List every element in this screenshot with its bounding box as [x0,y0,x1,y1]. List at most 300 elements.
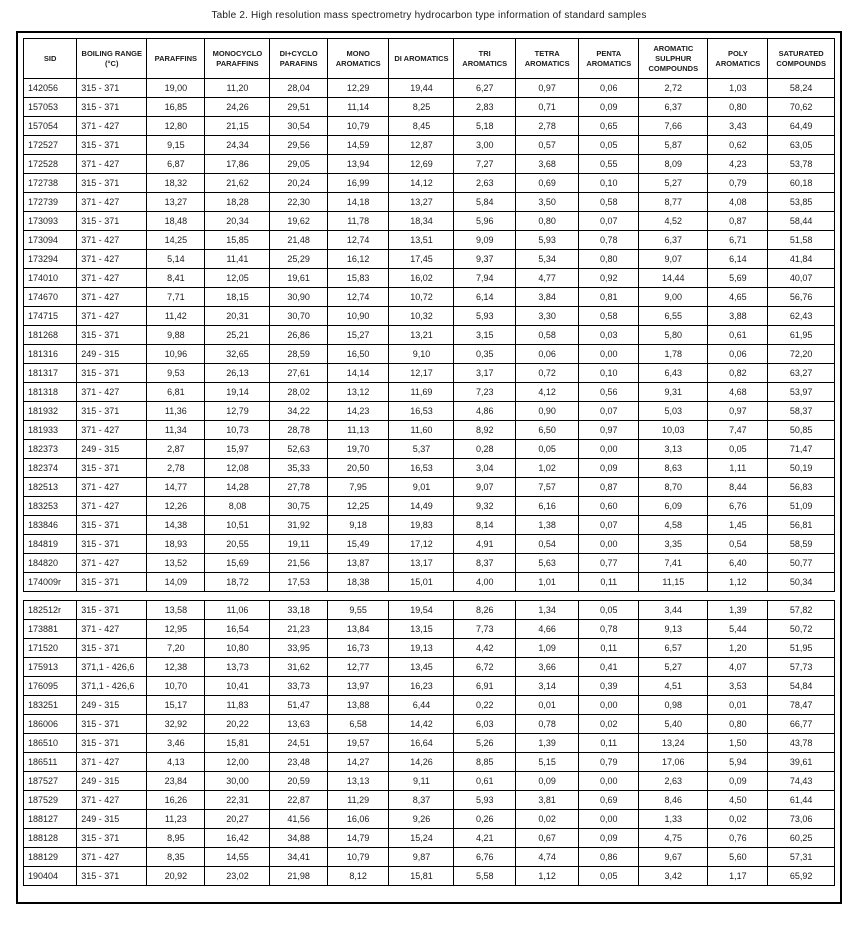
value-cell: 3,46 [147,734,205,753]
sid-cell: 182513 [24,478,77,497]
value-cell: 20,55 [205,535,270,554]
value-cell: 52,63 [270,440,327,459]
value-cell: 13,27 [147,193,205,212]
value-cell: 65,92 [768,867,835,886]
value-cell: 14,44 [639,269,708,288]
value-cell: 21,98 [270,867,327,886]
value-cell: 14,09 [147,573,205,592]
value-cell: 23,02 [205,867,270,886]
value-cell: 16,85 [147,98,205,117]
value-cell: 20,22 [205,715,270,734]
value-cell: 0,06 [579,79,639,98]
value-cell: 5,44 [708,620,768,639]
value-cell: 12,00 [205,753,270,772]
boiling-range-cell: 371 - 427 [77,848,147,867]
value-cell: 0,80 [516,212,579,231]
value-cell: 0,41 [579,658,639,677]
value-cell: 20,31 [205,307,270,326]
value-cell: 15,97 [205,440,270,459]
boiling-range-cell: 371,1 - 426,6 [77,677,147,696]
table-row [24,79,835,98]
value-cell: 63,05 [768,136,835,155]
table-row [24,715,835,734]
boiling-range-cell: 249 - 315 [77,696,147,715]
value-cell: 26,86 [270,326,327,345]
value-cell: 7,41 [639,554,708,573]
value-cell: 4,91 [454,535,516,554]
value-cell: 4,21 [454,829,516,848]
value-cell: 0,07 [579,402,639,421]
value-cell: 17,06 [639,753,708,772]
value-cell: 0,61 [708,326,768,345]
table-row [24,696,835,715]
value-cell: 15,49 [327,535,389,554]
value-cell: 6,37 [639,98,708,117]
sid-cell: 173294 [24,250,77,269]
value-cell: 40,07 [768,269,835,288]
boiling-range-cell: 315 - 371 [77,459,147,478]
value-cell: 7,73 [454,620,516,639]
value-cell: 13,13 [327,772,389,791]
value-cell: 19,54 [389,601,454,620]
value-cell: 33,95 [270,639,327,658]
boiling-range-cell: 371 - 427 [77,554,147,573]
boiling-range-cell: 315 - 371 [77,573,147,592]
value-cell: 50,77 [768,554,835,573]
sid-cell: 181317 [24,364,77,383]
value-cell: 13,58 [147,601,205,620]
value-cell: 0,97 [516,79,579,98]
boiling-range-cell: 315 - 371 [77,402,147,421]
sid-cell: 184820 [24,554,77,573]
column-header: SATURATED COMPOUNDS [768,39,835,79]
value-cell: 30,75 [270,497,327,516]
value-cell: 0,39 [579,677,639,696]
value-cell: 22,87 [270,791,327,810]
boiling-range-cell: 249 - 315 [77,345,147,364]
column-header: POLY AROMATICS [708,39,768,79]
value-cell: 4,66 [516,620,579,639]
value-cell: 0,06 [516,345,579,364]
value-cell: 10,72 [389,288,454,307]
value-cell: 1,34 [516,601,579,620]
sid-cell: 157053 [24,98,77,117]
value-cell: 8,45 [389,117,454,136]
value-cell: 7,71 [147,288,205,307]
value-cell: 7,47 [708,421,768,440]
value-cell: 0,97 [579,421,639,440]
value-cell: 5,63 [516,554,579,573]
sid-cell: 171520 [24,639,77,658]
value-cell: 2,78 [147,459,205,478]
value-cell: 3,81 [516,791,579,810]
value-cell: 25,29 [270,250,327,269]
value-cell: 0,57 [516,136,579,155]
value-cell: 43,78 [768,734,835,753]
value-cell: 13,12 [327,383,389,402]
value-cell: 0,76 [708,829,768,848]
sid-cell: 186006 [24,715,77,734]
value-cell: 7,94 [454,269,516,288]
value-cell: 5,93 [454,307,516,326]
value-cell: 11,69 [389,383,454,402]
value-cell: 2,63 [454,174,516,193]
value-cell: 0,07 [579,212,639,231]
value-cell: 51,95 [768,639,835,658]
value-cell: 0,11 [579,573,639,592]
value-cell: 1,01 [516,573,579,592]
value-cell: 0,97 [708,402,768,421]
value-cell: 0,00 [579,440,639,459]
value-cell: 34,88 [270,829,327,848]
value-cell: 6,57 [639,639,708,658]
value-cell: 0,22 [454,696,516,715]
value-cell: 12,08 [205,459,270,478]
value-cell: 11,42 [147,307,205,326]
value-cell: 6,43 [639,364,708,383]
value-cell: 16,23 [389,677,454,696]
value-cell: 19,62 [270,212,327,231]
value-cell: 11,78 [327,212,389,231]
value-cell: 13,73 [205,658,270,677]
column-header: BOILING RANGE (°C) [77,39,147,79]
value-cell: 34,22 [270,402,327,421]
value-cell: 3,88 [708,307,768,326]
value-cell: 4,13 [147,753,205,772]
value-cell: 12,29 [327,79,389,98]
value-cell: 0,58 [579,307,639,326]
value-cell: 13,24 [639,734,708,753]
boiling-range-cell: 371 - 427 [77,288,147,307]
value-cell: 5,27 [639,174,708,193]
value-cell: 14,59 [327,136,389,155]
value-cell: 15,81 [389,867,454,886]
value-cell: 14,23 [327,402,389,421]
value-cell: 3,00 [454,136,516,155]
boiling-range-cell: 315 - 371 [77,734,147,753]
value-cell: 57,31 [768,848,835,867]
boiling-range-cell: 315 - 371 [77,535,147,554]
boiling-range-cell: 315 - 371 [77,212,147,231]
value-cell: 41,84 [768,250,835,269]
value-cell: 6,03 [454,715,516,734]
value-cell: 56,76 [768,288,835,307]
value-cell: 58,59 [768,535,835,554]
value-cell: 4,68 [708,383,768,402]
value-cell: 9,53 [147,364,205,383]
value-cell: 56,81 [768,516,835,535]
value-cell: 8,77 [639,193,708,212]
value-cell: 10,79 [327,117,389,136]
value-cell: 27,61 [270,364,327,383]
table-row [24,212,835,231]
value-cell: 63,27 [768,364,835,383]
value-cell: 12,25 [327,497,389,516]
value-cell: 4,50 [708,791,768,810]
value-cell: 3,66 [516,658,579,677]
table-row [24,497,835,516]
value-cell: 50,34 [768,573,835,592]
value-cell: 11,13 [327,421,389,440]
value-cell: 1,33 [639,810,708,829]
value-cell: 14,26 [389,753,454,772]
value-cell: 3,14 [516,677,579,696]
value-cell: 0,26 [454,810,516,829]
column-header: TETRA AROMATICS [516,39,579,79]
value-cell: 18,15 [205,288,270,307]
value-cell: 51,47 [270,696,327,715]
value-cell: 0,55 [579,155,639,174]
value-cell: 0,02 [579,715,639,734]
value-cell: 23,84 [147,772,205,791]
value-cell: 13,84 [327,620,389,639]
value-cell: 14,14 [327,364,389,383]
value-cell: 0,62 [708,136,768,155]
value-cell: 1,17 [708,867,768,886]
value-cell: 0,67 [516,829,579,848]
value-cell: 0,11 [579,734,639,753]
value-cell: 19,11 [270,535,327,554]
value-cell: 9,07 [454,478,516,497]
value-cell: 5,26 [454,734,516,753]
value-cell: 0,82 [708,364,768,383]
value-cell: 50,85 [768,421,835,440]
value-cell: 8,44 [708,478,768,497]
sid-cell: 142056 [24,79,77,98]
value-cell: 30,70 [270,307,327,326]
value-cell: 9,11 [389,772,454,791]
value-cell: 0,09 [579,829,639,848]
value-cell: 12,74 [327,231,389,250]
value-cell: 15,81 [205,734,270,753]
value-cell: 15,69 [205,554,270,573]
value-cell: 20,34 [205,212,270,231]
value-cell: 1,03 [708,79,768,98]
value-cell: 41,56 [270,810,327,829]
sid-cell: 172739 [24,193,77,212]
boiling-range-cell: 249 - 315 [77,810,147,829]
sid-cell: 181932 [24,402,77,421]
sid-cell: 188128 [24,829,77,848]
value-cell: 21,15 [205,117,270,136]
value-cell: 3,13 [639,440,708,459]
value-cell: 20,50 [327,459,389,478]
value-cell: 58,37 [768,402,835,421]
value-cell: 71,47 [768,440,835,459]
value-cell: 10,70 [147,677,205,696]
header-row [24,39,835,79]
value-cell: 16,54 [205,620,270,639]
value-cell: 28,04 [270,79,327,98]
boiling-range-cell: 249 - 315 [77,440,147,459]
value-cell: 29,56 [270,136,327,155]
value-cell: 8,37 [389,791,454,810]
value-cell: 14,38 [147,516,205,535]
boiling-range-cell: 315 - 371 [77,326,147,345]
value-cell: 24,26 [205,98,270,117]
sid-cell: 188127 [24,810,77,829]
sid-cell: 183253 [24,497,77,516]
value-cell: 0,98 [639,696,708,715]
value-cell: 14,25 [147,231,205,250]
value-cell: 29,51 [270,98,327,117]
value-cell: 15,01 [389,573,454,592]
value-cell: 13,94 [327,155,389,174]
value-cell: 33,18 [270,601,327,620]
table-row [24,848,835,867]
value-cell: 18,48 [147,212,205,231]
value-cell: 2,83 [454,98,516,117]
sid-cell: 173881 [24,620,77,639]
value-cell: 32,92 [147,715,205,734]
value-cell: 2,72 [639,79,708,98]
column-header: MONOCYCLO PARAFFINS [205,39,270,79]
value-cell: 19,14 [205,383,270,402]
value-cell: 3,30 [516,307,579,326]
value-cell: 9,15 [147,136,205,155]
value-cell: 19,57 [327,734,389,753]
boiling-range-cell: 315 - 371 [77,136,147,155]
value-cell: 6,55 [639,307,708,326]
value-cell: 19,00 [147,79,205,98]
value-cell: 20,27 [205,810,270,829]
value-cell: 13,51 [389,231,454,250]
value-cell: 33,73 [270,677,327,696]
table-row [24,364,835,383]
value-cell: 5,60 [708,848,768,867]
value-cell: 29,05 [270,155,327,174]
value-cell: 64,49 [768,117,835,136]
value-cell: 15,85 [205,231,270,250]
value-cell: 0,35 [454,345,516,364]
boiling-range-cell: 371 - 427 [77,250,147,269]
value-cell: 15,17 [147,696,205,715]
hydrocarbon-data-table [23,38,835,886]
value-cell: 8,85 [454,753,516,772]
table-row [24,478,835,497]
value-cell: 3,84 [516,288,579,307]
value-cell: 8,37 [454,554,516,573]
table-border-box [16,31,842,904]
value-cell: 9,10 [389,345,454,364]
value-cell: 21,62 [205,174,270,193]
value-cell: 8,92 [454,421,516,440]
value-cell: 1,39 [516,734,579,753]
value-cell: 6,14 [454,288,516,307]
value-cell: 15,83 [327,269,389,288]
value-cell: 16,42 [205,829,270,848]
value-cell: 11,15 [639,573,708,592]
boiling-range-cell: 315 - 371 [77,867,147,886]
value-cell: 51,58 [768,231,835,250]
sid-cell: 174010 [24,269,77,288]
table-row [24,658,835,677]
value-cell: 11,20 [205,79,270,98]
value-cell: 35,33 [270,459,327,478]
value-cell: 4,65 [708,288,768,307]
value-cell: 0,09 [708,772,768,791]
value-cell: 1,12 [516,867,579,886]
value-cell: 3,15 [454,326,516,345]
value-cell: 2,87 [147,440,205,459]
value-cell: 10,79 [327,848,389,867]
value-cell: 30,90 [270,288,327,307]
value-cell: 22,31 [205,791,270,810]
sid-cell: 173094 [24,231,77,250]
value-cell: 9,88 [147,326,205,345]
value-cell: 19,70 [327,440,389,459]
value-cell: 1,50 [708,734,768,753]
column-header: SID [24,39,77,79]
value-cell: 16,06 [327,810,389,829]
table-row [24,601,835,620]
value-cell: 16,26 [147,791,205,810]
value-cell: 5,34 [516,250,579,269]
value-cell: 0,05 [579,601,639,620]
value-cell: 9,26 [389,810,454,829]
value-cell: 19,13 [389,639,454,658]
boiling-range-cell: 371,1 - 426,6 [77,658,147,677]
value-cell: 30,54 [270,117,327,136]
value-cell: 4,08 [708,193,768,212]
table-row [24,554,835,573]
value-cell: 1,11 [708,459,768,478]
value-cell: 0,65 [579,117,639,136]
sid-cell: 182512r [24,601,77,620]
value-cell: 14,27 [327,753,389,772]
value-cell: 5,93 [516,231,579,250]
value-cell: 4,74 [516,848,579,867]
column-header: DI+CYCLO PARAFINS [270,39,327,79]
value-cell: 15,24 [389,829,454,848]
value-cell: 34,41 [270,848,327,867]
value-cell: 0,06 [708,345,768,364]
value-cell: 6,91 [454,677,516,696]
sid-cell: 181316 [24,345,77,364]
sid-cell: 186510 [24,734,77,753]
table-row [24,772,835,791]
table-row [24,383,835,402]
value-cell: 7,20 [147,639,205,658]
value-cell: 19,61 [270,269,327,288]
value-cell: 17,86 [205,155,270,174]
value-cell: 16,12 [327,250,389,269]
value-cell: 0,10 [579,174,639,193]
value-cell: 58,24 [768,79,835,98]
table-row [24,269,835,288]
value-cell: 5,37 [389,440,454,459]
value-cell: 11,34 [147,421,205,440]
value-cell: 5,18 [454,117,516,136]
value-cell: 7,57 [516,478,579,497]
value-cell: 6,87 [147,155,205,174]
value-cell: 8,46 [639,791,708,810]
sid-cell: 186511 [24,753,77,772]
value-cell: 11,83 [205,696,270,715]
value-cell: 4,77 [516,269,579,288]
value-cell: 6,58 [327,715,389,734]
value-cell: 16,02 [389,269,454,288]
value-cell: 13,63 [270,715,327,734]
value-cell: 0,77 [579,554,639,573]
table-row [24,288,835,307]
value-cell: 73,06 [768,810,835,829]
value-cell: 61,44 [768,791,835,810]
value-cell: 8,25 [389,98,454,117]
value-cell: 0,11 [579,639,639,658]
value-cell: 6,16 [516,497,579,516]
value-cell: 4,52 [639,212,708,231]
